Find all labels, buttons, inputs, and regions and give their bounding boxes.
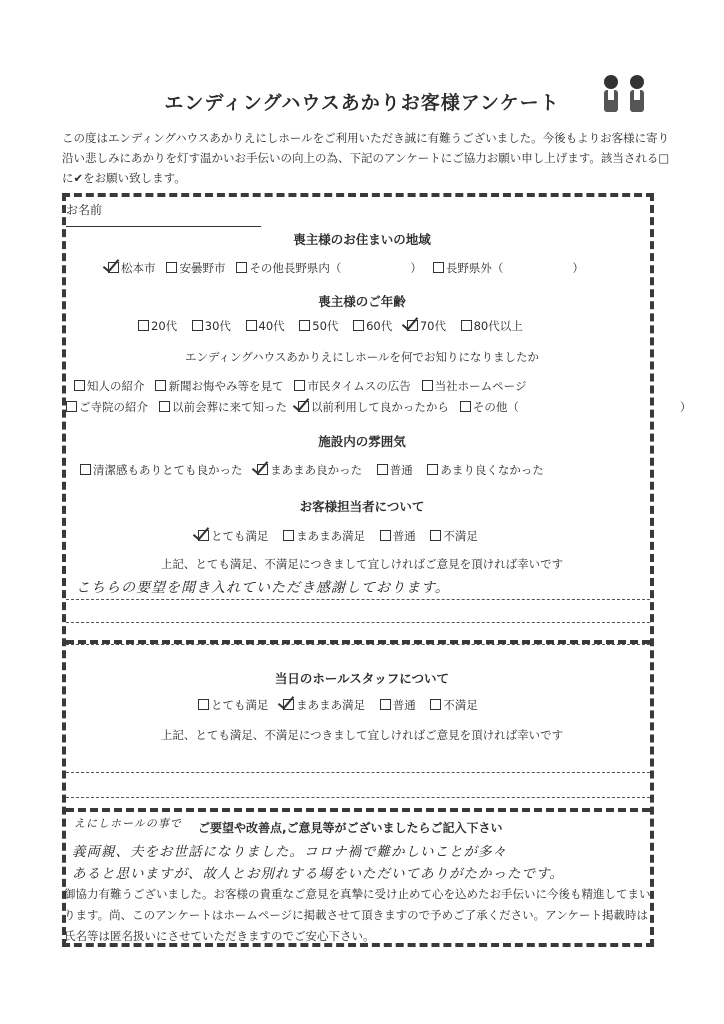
age-options [138,318,523,334]
section-divider [66,640,650,644]
staff-option-fairly-satisfied[interactable]: まあまあ満足 [283,529,365,543]
source-option-other[interactable]: その他（ ） [460,400,692,414]
age-option-50s[interactable]: 50代 [299,319,338,333]
atmosphere-heading: 施設内の雰囲気 [318,434,406,449]
atmosphere-option-average[interactable]: 普通 [377,463,413,477]
region-options [108,260,584,276]
checkbox-icon [198,699,209,710]
checkbox-icon [283,530,294,541]
checkbox-icon [430,530,441,541]
checkbox-icon [246,320,257,331]
atmosphere-options [80,462,544,478]
checkbox-icon [236,262,247,273]
checkbox-checked-icon [198,530,209,541]
source-options-row1 [74,378,526,394]
checkbox-icon [74,380,85,391]
source-option-acquaintance[interactable]: 知人の紹介 [74,379,145,393]
comment-line [66,644,650,645]
checkbox-icon [155,380,166,391]
source-option-temple[interactable]: ご寺院の紹介 [66,400,148,414]
checkbox-checked-icon [407,320,418,331]
age-heading: 喪主様のご年齢 [318,294,406,309]
age-option-60s[interactable]: 60代 [353,319,392,333]
checkbox-icon [427,464,438,475]
atmosphere-option-fairly-good[interactable]: まあまあ良かった [257,463,362,477]
checkbox-icon [66,401,77,412]
comment-line [66,772,650,773]
region-heading: 喪主様のお住まいの地域 [293,232,431,247]
hall-option-average[interactable]: 普通 [380,698,416,712]
source-options-row2 [66,399,691,415]
name-label: お名前 [66,203,103,217]
checkbox-checked-icon [298,401,309,412]
requests-handwritten-note: えにしホールの事で [74,817,182,830]
age-option-30s[interactable]: 30代 [192,319,231,333]
staff-in-charge-options [198,528,478,544]
region-option-matsumoto[interactable]: 松本市 [108,261,156,275]
section-divider [66,808,650,812]
comment-line [66,622,650,623]
staff-option-very-satisfied[interactable]: とても満足 [198,529,269,543]
checkbox-icon [380,699,391,710]
staff-option-dissatisfied[interactable]: 不満足 [430,529,478,543]
age-option-20s[interactable]: 20代 [138,319,177,333]
source-option-previous-use[interactable]: 以前利用して良かったから [298,400,449,414]
checkbox-icon [460,401,471,412]
requests-heading: ご要望や改善点,ご意見等がございましたらご記入下さい [198,821,503,835]
atmosphere-option-very-good[interactable]: 清潔感もありとても良かった [80,463,243,477]
intro-text: この度はエンディングハウスあかりえにしホールをご利用いただき誠に有難うございました。今後もよりお客様に寄り沿い悲しみにあかりを灯す温かいお手伝いの向上の為、下記のアンケートにご協力お願い申し上げます。該当される□に✔をお願い致します。 [62,131,670,185]
hall-option-dissatisfied[interactable]: 不満足 [430,698,478,712]
checkbox-icon [138,320,149,331]
checkbox-icon [377,464,388,475]
checkbox-icon [422,380,433,391]
checkbox-icon [430,699,441,710]
region-option-outside-nagano[interactable]: 長野県外（ ） [433,261,584,275]
comment-line [66,599,650,600]
checkbox-icon [380,530,391,541]
source-option-previous-funeral[interactable]: 以前会葬に来て知った [159,400,287,414]
staff-option-average[interactable]: 普通 [380,529,416,543]
staff-illustration-icon [594,72,654,122]
name-field[interactable] [66,226,261,227]
requests-handwritten-line2: あると思いますが、故人とお別れする場をいただいてありがたかったです。 [72,866,564,882]
staff-in-charge-heading: お客様担当者について [299,499,425,514]
comment-line [66,797,650,798]
source-option-newspaper[interactable]: 新聞お悔やみ等を見て [155,379,283,393]
hall-option-fairly-satisfied[interactable]: まあまあ満足 [283,698,365,712]
source-option-homepage[interactable]: 当社ホームページ [422,379,527,393]
age-option-80s-plus[interactable]: 80代以上 [461,319,523,333]
age-option-40s[interactable]: 40代 [246,319,285,333]
checkbox-icon [294,380,305,391]
checkbox-checked-icon [108,262,119,273]
staff-comment-prompt: 上記、とても満足、不満足につきまして宜しければご意見を頂ければ幸いです [160,557,564,571]
hall-staff-heading: 当日のホールスタッフについて [274,671,450,686]
checkbox-icon [166,262,177,273]
hall-staff-options [198,697,478,713]
checkbox-icon [192,320,203,331]
survey-title: エンディングハウスあかりお客様アンケート [164,92,560,114]
checkbox-checked-icon [257,464,268,475]
hall-option-very-satisfied[interactable]: とても満足 [198,698,269,712]
checkbox-icon [461,320,472,331]
checkbox-icon [299,320,310,331]
checkbox-checked-icon [283,699,294,710]
checkbox-icon [353,320,364,331]
source-option-shimin-times[interactable]: 市民タイムスの広告 [294,379,410,393]
region-option-azumino[interactable]: 安曇野市 [166,261,225,275]
staff-handwritten-comment: こちらの要望を聞き入れていただき感謝しております。 [76,580,450,596]
region-option-other-nagano[interactable]: その他長野県内（ ） [236,261,422,275]
age-option-70s[interactable]: 70代 [407,319,446,333]
source-question: エンディングハウスあかりえにしホールを何でお知りになりましたか [184,350,540,364]
atmosphere-option-not-good[interactable]: あまり良くなかった [427,463,544,477]
hall-comment-prompt: 上記、とても満足、不満足につきまして宜しければご意見を頂ければ幸いです [160,728,564,742]
checkbox-icon [80,464,91,475]
requests-handwritten-line1: 義両親、夫をお世話になりました。コロナ禍で難かしいことが多々 [72,844,507,860]
footer-text: 御協力有難うございました。お客様の貴重なご意見を真摯に受け止めて心を込めたお手伝いに今後も精進してまいります。尚、このアンケートはホームページに掲載させて頂きますので予めご了承ください。アンケート掲載時は氏名等は匿名扱いにさせていただきますのでご安心下さい。 [64,887,651,943]
checkbox-icon [433,262,444,273]
checkbox-icon [159,401,170,412]
